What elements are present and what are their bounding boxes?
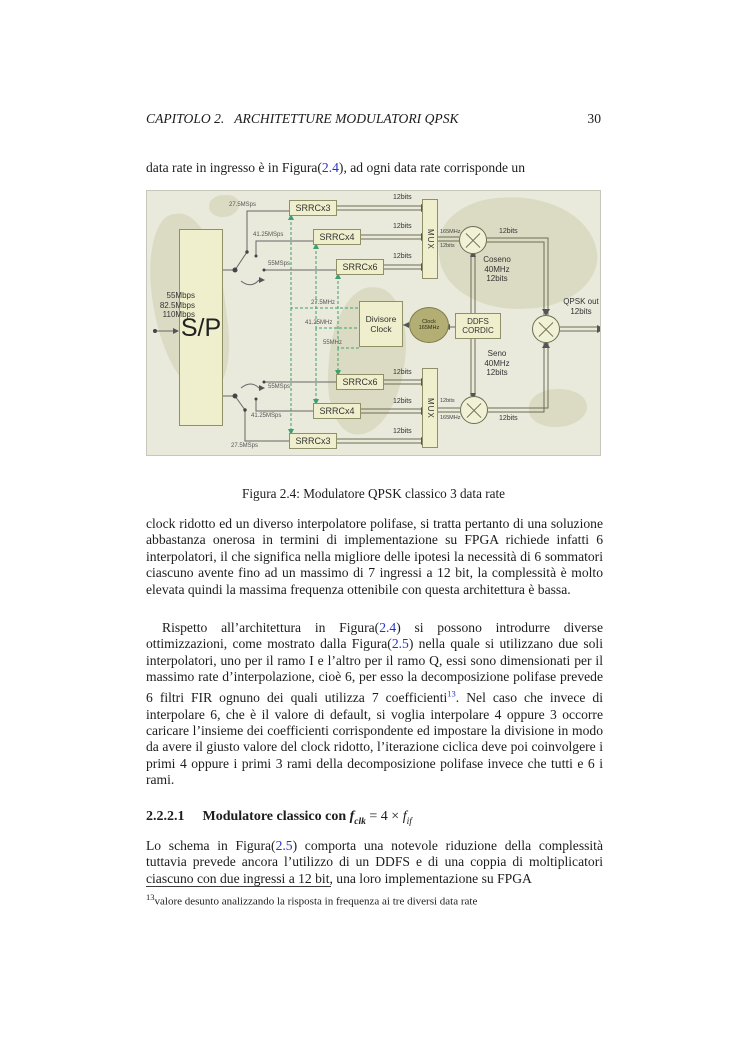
mux-label-top: MUX	[426, 228, 435, 250]
rate-label-27-5-top: 27.5MSps	[229, 202, 257, 208]
running-header	[146, 111, 601, 127]
rate-label-41-25-bottom: 41.25MSps	[251, 413, 282, 419]
section-heading-2-2-2-1	[146, 809, 603, 827]
ddfs-label-1: DDFS	[467, 317, 489, 326]
divider-in-55: 55MHz	[323, 340, 343, 346]
divider-in-27-5: 27.5MHz	[311, 300, 336, 306]
text-segment: data rate in ingresso è in Figura(	[146, 160, 322, 175]
sine-label-1: Seno	[487, 349, 507, 358]
paragraph-1	[146, 516, 603, 598]
clock-label-2: 165MHz	[418, 325, 440, 331]
qpsk-out-line-2: 12bits	[570, 306, 592, 316]
divider-in-41-25: 41.25MHz	[305, 320, 333, 326]
mux-out-freq-top: 165MHz	[440, 229, 461, 235]
bus-bits-top-1: 12bits	[393, 194, 412, 201]
paragraph-2-text	[146, 620, 603, 787]
clock-divider-block	[359, 301, 403, 347]
text-segment: valore desunto analizzando la risposta in frequenza ai tre diversi data rate	[154, 895, 478, 908]
srrc-x3-filter-top: SRRCx3	[289, 200, 337, 216]
text-segment: = 4 ×	[365, 809, 403, 824]
figure-2-4-diagram	[146, 190, 601, 456]
text-segment: f	[402, 809, 407, 824]
ref-link[interactable]: 2.5	[275, 838, 293, 853]
text-segment: ), ad ogni data rate corrisponde un	[338, 160, 526, 175]
mux-label-bottom: MUX	[426, 397, 435, 419]
input-rate-3: 110Mbps	[162, 310, 195, 319]
text-segment: Rispetto all’architettura in Figura(	[162, 620, 380, 635]
clock-divider-label-1: Divisore	[365, 314, 397, 324]
chapter-title: CAPITOLO 2. ARCHITETTURE MODULATORI QPSK	[146, 111, 459, 126]
mixer-out-bits-bottom: 12bits	[499, 415, 518, 422]
input-rate-1: 55Mbps	[166, 291, 195, 300]
bus-bits-bottom-3: 12bits	[393, 428, 412, 435]
serial-to-parallel-block: S/P	[179, 229, 223, 426]
cosine-label-3: 12bits	[486, 274, 508, 283]
text-segment: Modulatore classico con	[202, 809, 350, 824]
text-segment: ) comporta una notevole riduzione della complessità tuttavia prevede ancora l’utilizzo di un DDFS e di una coppia di moltiplicatori ciascuno con due ingressi a 12 bit, una loro implementazione su FPGA	[146, 838, 603, 886]
srrc-x3-filter-bottom: SRRCx3	[289, 433, 337, 449]
input-rate-labels	[147, 291, 195, 320]
ref-link[interactable]: 2.5	[391, 636, 409, 652]
text-segment: f	[349, 809, 355, 824]
page-number: 30	[587, 111, 601, 126]
intro-paragraph	[146, 160, 603, 176]
bus-bits-bottom-1: 12bits	[393, 369, 412, 376]
bus-bits-top-2: 12bits	[393, 223, 412, 230]
figure-caption: Figura 2.4: Modulatore QPSK classico 3 data rate	[242, 486, 505, 501]
combiner-icon	[532, 315, 560, 343]
cosine-label-1: Coseno	[483, 255, 511, 264]
sine-label-2: 40MHz	[484, 358, 510, 368]
footnote-13	[146, 891, 603, 909]
ref-link[interactable]: 2.4	[321, 160, 339, 175]
bus-bits-bottom-2: 12bits	[393, 398, 412, 405]
sine-carrier-label	[475, 349, 519, 378]
clock-divider-label-2: Clock	[370, 324, 392, 334]
rate-label-55-bottom: 55MSps	[268, 384, 291, 390]
input-rate-2: 82.5Mbps	[159, 300, 195, 310]
qpsk-output-label	[557, 297, 601, 316]
text-segment: 13	[146, 892, 155, 902]
text-segment: Lo schema in Figura(	[146, 838, 276, 853]
rate-label-41-25-top: 41.25MSps	[253, 232, 284, 238]
text-segment: . Nel caso che invece di interpolare 6, che è il valore di default, si voglia interpolare 4 oppure 3 occorre caricare l’insieme dei coefficienti corrispondente ed impostare la divisione in modo da avere il giusto valore del clock ridotto, l’iterazione ciclica deve poi coinvolgere i primi 4 oppure i primi 3 rami della decomposizione polifase invece che tutti e 6 i rami.	[146, 690, 603, 788]
text-segment: clock ridotto ed un diverso interpolatore polifase, si tratta pertanto di una soluzione abbastanza onerosa in termini di implementazione su FPGA richiede infatti 6 interpolatori, il che significa nella migliore delle ipotesi la necessità di 6 sommatori ciascuno avente fino ad un massimo di 7 ingressi a 12 bit, la complessità è molto elevata quindi la massima frequenza ottenibile con questa architettura è bassa.	[146, 516, 603, 597]
text-segment: clk	[354, 816, 366, 827]
cosine-label-2: 40MHz	[484, 264, 510, 274]
srrc-x4-filter-top: SRRCx4	[313, 229, 361, 245]
text-segment: ) nella quale si utilizzano due soli interpolatori, uno per il ramo I e l’altro per il ramo Q, essi sono dimensionati per il massimo rate d’interpolazione, cioè 6, per esso la decomposizione polifase prevede 6 filtri FIR ognuno dei quali utilizza 7 coefficienti	[146, 636, 603, 706]
cosine-carrier-label	[475, 255, 519, 284]
srrc-x6-filter-top: SRRCx6	[336, 259, 384, 275]
text-segment: ) si possono introdurre diverse ottimizzazioni, come mostrato dalla Figura(	[146, 620, 603, 652]
mixer-top-icon	[459, 226, 487, 254]
footnote-rule	[146, 886, 331, 887]
mux-block-top	[422, 199, 438, 279]
srrc-x4-filter-bottom: SRRCx4	[313, 403, 361, 419]
mux-block-bottom	[422, 368, 438, 448]
mixer-bottom-icon	[460, 396, 488, 424]
clock-oscillator	[409, 307, 449, 343]
srrc-x6-filter-bottom: SRRCx6	[336, 374, 384, 390]
mixer-out-bits-top: 12bits	[499, 228, 518, 235]
rate-label-27-5-bottom: 27.5MSps	[231, 443, 259, 449]
ddfs-label-2: CORDIC	[462, 326, 494, 335]
mux-out-bits-top: 12bits	[440, 243, 455, 249]
paragraph-3	[146, 838, 603, 887]
ref-link[interactable]: 13	[447, 688, 456, 699]
bus-bits-top-3: 12bits	[393, 253, 412, 260]
rate-label-55-top: 55MSps	[268, 261, 291, 267]
mux-out-freq-bottom: 165MHz	[440, 415, 461, 421]
ref-link[interactable]: 2.4	[379, 620, 397, 635]
paragraph-2	[146, 620, 603, 789]
text-segment: if	[406, 816, 412, 827]
mux-out-bits-bottom: 12bits	[440, 398, 455, 404]
sine-label-3: 12bits	[486, 368, 508, 377]
clock-label-1: Clock	[422, 318, 436, 325]
ddfs-cordic-block	[455, 313, 501, 339]
text-segment: 2.2.2.1	[146, 809, 185, 824]
qpsk-out-line-1: QPSK out	[563, 297, 599, 306]
